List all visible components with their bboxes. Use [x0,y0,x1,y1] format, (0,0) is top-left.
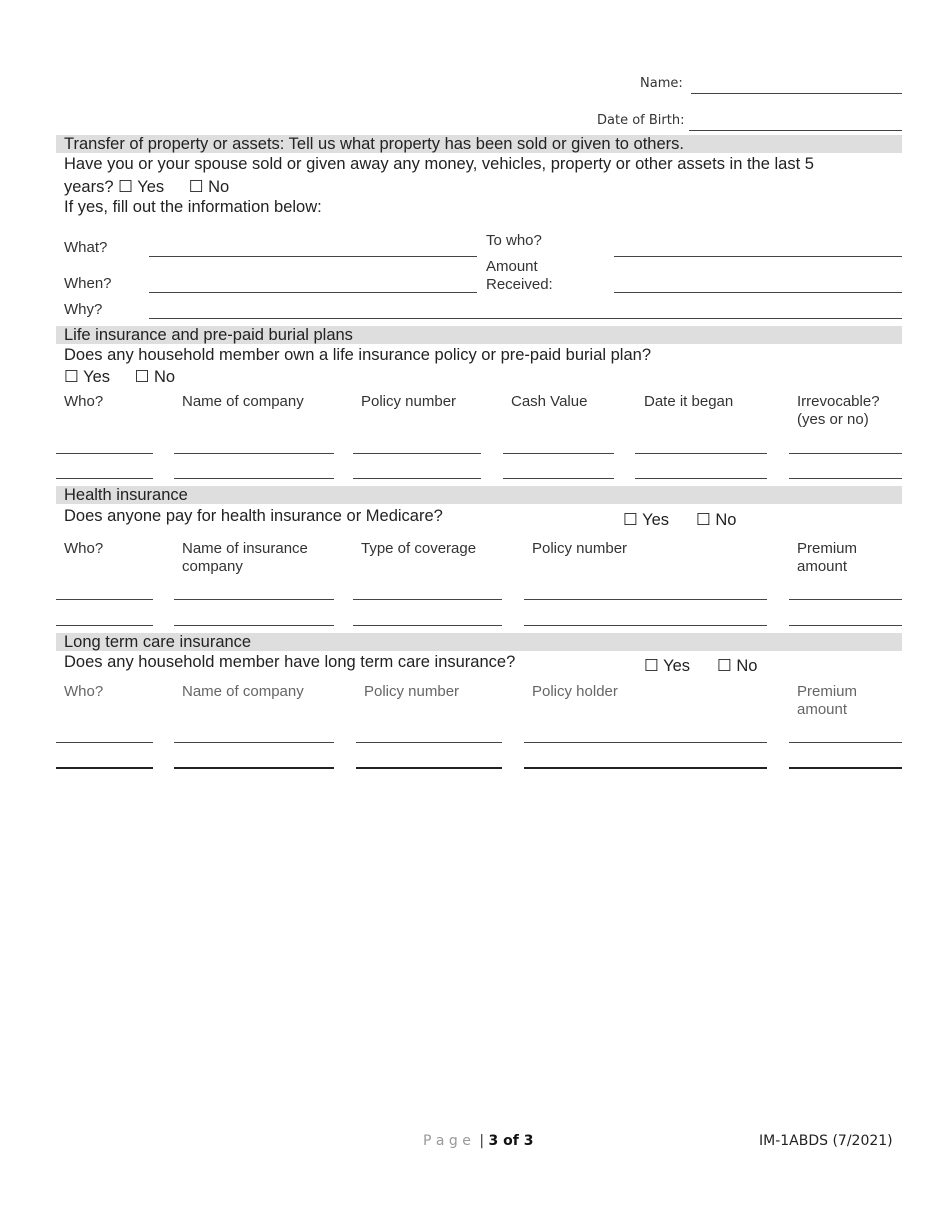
name-label: Name: [640,76,683,91]
to-who-field-line[interactable] [614,256,902,257]
ltc-col-policy-holder: Policy holder [532,683,618,700]
ltc-row1-who-line[interactable] [56,742,153,743]
health-row2-premium-line[interactable] [789,625,902,626]
page-separator: | [479,1133,485,1149]
amount-label-line1: Amount [486,258,538,275]
life-row2-company-line[interactable] [174,478,334,479]
health-col-policy-number: Policy number [532,540,628,557]
health-col-premium-sub: amount [797,558,848,575]
life-col-date-began: Date it began [644,393,734,410]
health-row1-policy-line[interactable] [524,599,767,600]
why-label: Why? [64,301,103,318]
life-col-irrevocable-sub: (yes or no) [797,411,869,428]
transfer-question-years: years? [64,178,114,196]
ltc-col-company: Name of company [182,683,304,700]
life-row2-cash-line[interactable] [503,478,614,479]
life-insurance-heading: Life insurance and pre-paid burial plans [56,326,902,344]
amount-label-line2: Received: [486,276,553,293]
dob-field-line[interactable] [689,130,902,131]
life-col-who: Who? [64,393,104,410]
ltc-col-policy-number: Policy number [364,683,460,700]
transfer-heading: Transfer of property or assets: Tell us what property has been sold or given to others. [56,135,902,153]
ltc-row1-policy-line[interactable] [356,742,502,743]
life-row1-policy-line[interactable] [353,453,481,454]
ltc-col-who: Who? [64,683,104,700]
why-field-line[interactable] [149,318,902,319]
ltc-row2-premium-line[interactable] [789,767,902,769]
ltc-no-checkbox[interactable]: ☐ No [717,657,758,675]
transfer-instruction: If yes, fill out the information below: [64,198,322,216]
dob-label: Date of Birth: [597,113,685,128]
to-who-label: To who? [486,232,542,249]
health-col-company-sub: company [182,558,243,575]
long-term-care-heading: Long term care insurance [56,633,902,651]
life-insurance-answer [64,367,175,387]
page-number: 3 of 3 [488,1133,534,1149]
life-no-checkbox[interactable]: ☐ No [134,368,176,386]
transfer-question-line1: Have you or your spouse sold or given away any money, vehicles, property or other assets in the last 5 [64,155,814,173]
health-row2-coverage-line[interactable] [353,625,502,626]
ltc-row2-company-line[interactable] [174,767,334,769]
form-id: IM-1ABDS (7/2021) [759,1133,893,1149]
life-row2-date-line[interactable] [635,478,767,479]
page-indicator [423,1133,533,1149]
ltc-col-premium: Premium [797,683,858,700]
life-row1-company-line[interactable] [174,453,334,454]
health-col-premium: Premium [797,540,858,557]
ltc-col-premium-sub: amount [797,701,848,718]
life-yes-checkbox[interactable]: ☐ Yes [64,368,110,386]
life-col-cash-value: Cash Value [511,393,588,410]
page-word: P a g e [423,1133,471,1149]
ltc-row1-company-line[interactable] [174,742,334,743]
health-row1-who-line[interactable] [56,599,153,600]
life-row2-who-line[interactable] [56,478,153,479]
health-col-company: Name of insurance [182,540,308,557]
life-insurance-question: Does any household member own a life insurance policy or pre-paid burial plan? [64,346,651,364]
life-row1-who-line[interactable] [56,453,153,454]
health-col-coverage: Type of coverage [361,540,477,557]
ltc-row2-who-line[interactable] [56,767,153,769]
long-term-care-question: Does any household member have long term care insurance? [64,653,516,671]
health-insurance-question: Does anyone pay for health insurance or Medicare? [64,507,443,525]
health-insurance-heading: Health insurance [56,486,902,504]
life-row2-irrevocable-line[interactable] [789,478,902,479]
life-row1-date-line[interactable] [635,453,767,454]
what-field-line[interactable] [149,256,477,257]
ltc-row1-holder-line[interactable] [524,742,767,743]
health-row1-company-line[interactable] [174,599,334,600]
amount-field-line[interactable] [614,292,902,293]
health-row2-who-line[interactable] [56,625,153,626]
life-row2-policy-line[interactable] [353,478,481,479]
life-row1-irrevocable-line[interactable] [789,453,902,454]
life-row1-cash-line[interactable] [503,453,614,454]
ltc-row2-policy-line[interactable] [356,767,502,769]
transfer-yes-checkbox[interactable]: ☐ Yes [118,178,165,196]
transfer-no-checkbox[interactable]: ☐ No [188,178,230,196]
life-col-company: Name of company [182,393,304,410]
ltc-yes-checkbox[interactable]: ☐ Yes [644,657,690,675]
health-row2-policy-line[interactable] [524,625,767,626]
life-col-irrevocable: Irrevocable? [797,393,880,410]
health-col-who: Who? [64,540,104,557]
when-field-line[interactable] [149,292,477,293]
health-yes-checkbox[interactable]: ☐ Yes [623,511,669,529]
ltc-row2-holder-line[interactable] [524,767,767,769]
name-field-line[interactable] [691,93,902,94]
when-label: When? [64,275,112,292]
life-col-policy-number: Policy number [361,393,457,410]
health-row1-coverage-line[interactable] [353,599,502,600]
health-row2-company-line[interactable] [174,625,334,626]
transfer-question-line2 [64,177,229,197]
health-no-checkbox[interactable]: ☐ No [696,511,737,529]
health-row1-premium-line[interactable] [789,599,902,600]
what-label: What? [64,239,108,256]
ltc-row1-premium-line[interactable] [789,742,902,743]
